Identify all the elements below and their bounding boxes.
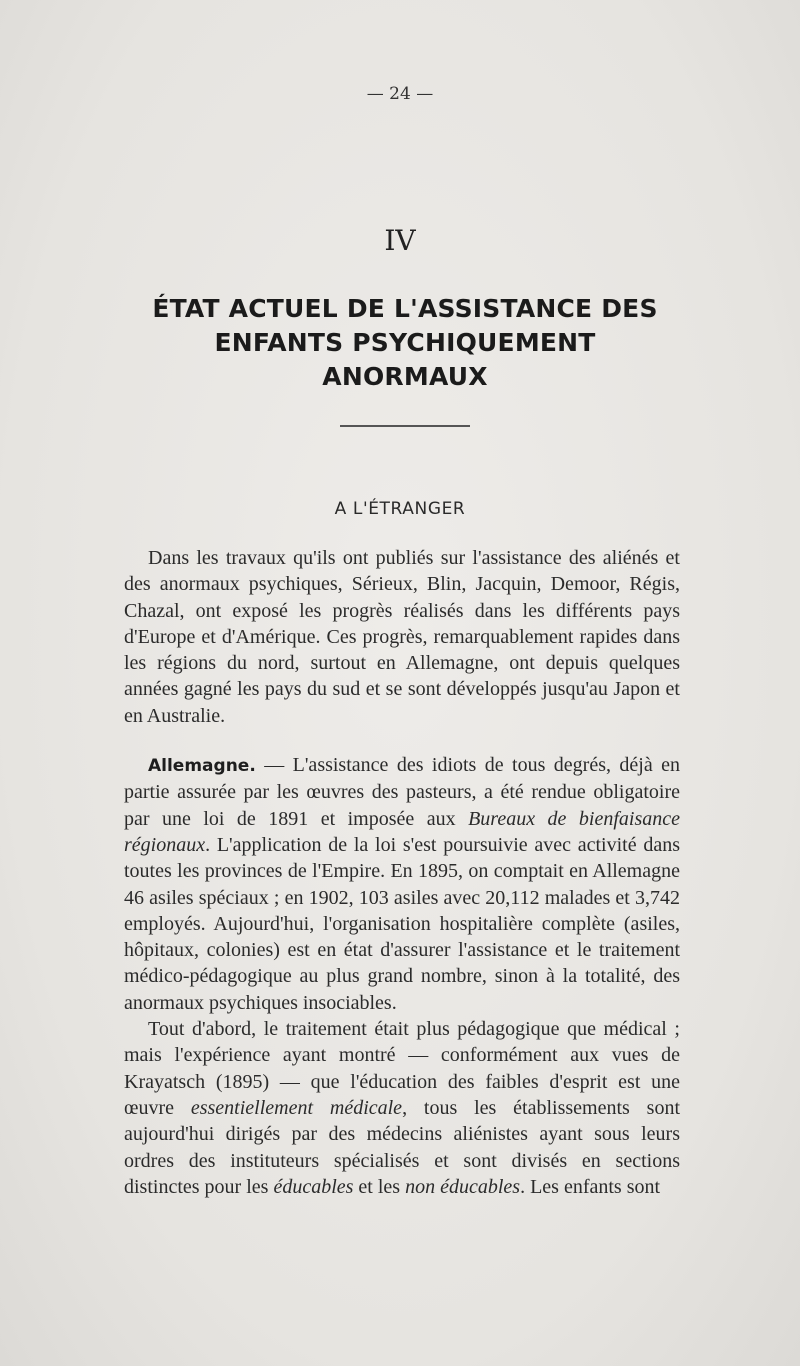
chapter-number: IV (384, 224, 416, 257)
paragraph-italic: éducables (273, 1175, 354, 1198)
paragraph-text: Tout d'abord, le traitement était plus pédagogique que médical ; mais l'expérience ayant montré — conformément aux vues de Krayatsch (1895) — que l'éducation des faibles d'esprit est une œuvre (124, 1018, 680, 1119)
paragraph-allemagne (124, 752, 680, 1016)
paragraph-lead-allemagne: Allemagne. (148, 756, 256, 777)
chapter-title (120, 292, 690, 394)
paragraph-traitement (124, 1016, 680, 1200)
paragraph-italic: essentiellement médicale (190, 1096, 403, 1119)
body-text (124, 545, 680, 1200)
page-number: — 24 — (366, 84, 434, 104)
paragraph-text: — L'assistance des idiots de tous degrés, déjà en partie assurée par les œuvres des pasteurs, a été rendue obligatoire par une loi de 1891 et imposée aux (124, 754, 680, 830)
paragraph-italic: non éducables (405, 1175, 521, 1198)
paragraph-text: . Les enfants sont (520, 1175, 661, 1198)
chapter-title-line-3: ANORMAUX (322, 362, 488, 391)
chapter-title-line-1: ÉTAT ACTUEL DE L'ASSISTANCE DES (152, 294, 658, 323)
paragraph-text: , tous les établissements sont aujourd'hui dirigés par des médecins aliénistes ayant sous leurs ordres des instituteurs spécialisés et sont divisés en sections distinctes pour les (124, 1096, 680, 1198)
paragraph-italic: Bureaux de bienfaisance régionaux (124, 807, 680, 856)
title-divider (340, 425, 470, 427)
paragraph-intro: Dans les travaux qu'ils ont publiés sur l'assistance des aliénés et des anormaux psychiques, Sérieux, Blin, Jacquin, Demoor, Régis, Chazal, ont exposé les progrès réalisés dans les différents pays d'Europe et d'Amérique. Ces progrès, remarquablement rapides dans les régions du nord, surtout en Allemagne, ont depuis quelques années gagné les pays du sud et se sont développés jusqu'au Japon et en Australie. (124, 547, 680, 727)
paragraph-text: et les (353, 1175, 406, 1198)
section-subtitle: A L'ÉTRANGER (334, 499, 466, 519)
paragraph-text: . L'application de la loi s'est poursuivie avec activité dans toutes les provinces de l'Empire. En 1895, on comptait en Allemagne 46 asiles spéciaux ; en 1902, 103 asiles avec 20,112 malades et 3,742 employés. Aujourd'hui, l'organisation hospitalière complète (asiles, hôpitaux, colonies) est en état d'assurer l'assistance et le traitement médico-pédagogique au plus grand nombre, sinon à la totalité, des anormaux psychiques insociables. (124, 833, 680, 1014)
chapter-title-line-2: ENFANTS PSYCHIQUEMENT (214, 328, 596, 357)
